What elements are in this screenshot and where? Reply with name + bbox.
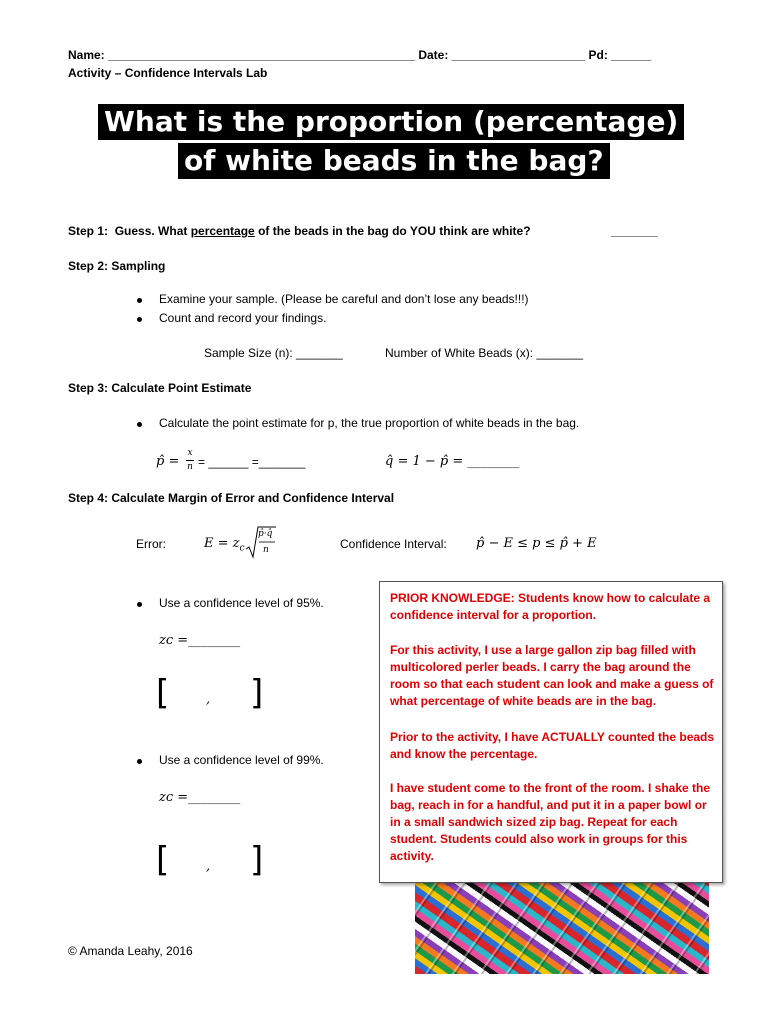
step1-blank: _______: [611, 224, 658, 238]
title-line-2: of white beads in the bag?: [178, 143, 610, 179]
interval-left-bracket-99: [: [156, 840, 170, 880]
step1-text-after: of the beads in the bag do YOU think are white?: [254, 224, 531, 238]
step3-label: Step 3: Calculate Point Estimate: [68, 381, 252, 395]
interval-comma-95: ,: [206, 692, 211, 707]
activity-title: Activity – Confidence Intervals Lab: [68, 66, 268, 80]
ci-formula: p̂ − E ≤ p ≤ p̂ + E: [476, 536, 597, 551]
interval-left-bracket-95: [: [156, 673, 170, 713]
white-beads-field: Number of White Beads (x): _______: [385, 346, 584, 360]
step2-label: Step 2: Sampling: [68, 259, 166, 273]
callout-procedure: I have student come to the front of the room. I shake the bag, reach in for a handful, and put it in a paper bowl or in a small sandwich sized zip bag. Repeat for each student. Students could also work in groups for this activity.: [390, 781, 711, 863]
teacher-note-callout: [379, 581, 723, 883]
title-line-1: What is the proportion (percentage): [98, 104, 684, 140]
sample-size-field: Sample Size (n): _______: [204, 346, 343, 360]
perler-beads-photo: [415, 882, 709, 974]
bullet-icon: [137, 317, 142, 322]
fraction-denominator: n: [187, 462, 193, 472]
step1-label: Step 1:: [68, 224, 109, 238]
bullet-99-confidence: Use a confidence level of 99%.: [159, 753, 324, 767]
callout-counted-beads: Prior to the activity, I have ACTUALLY counted the beads and know the percentage.: [390, 730, 715, 761]
step3-bullet: Calculate the point estimate for p, the true proportion of white beads in the bag.: [159, 416, 580, 430]
z-subscript: c: [239, 543, 245, 554]
zc-line-99: zᴄ =________: [159, 790, 241, 805]
step1-prompt: [68, 224, 531, 238]
name-date-period-line: Name: ______________________________________________ Date: ____________________ Pd: ______: [68, 48, 652, 62]
p-hat-rhs: = ______ =_______: [198, 455, 306, 469]
copyright-footer: © Amanda Leahy, 2016: [68, 944, 193, 958]
bullet-icon: [137, 422, 142, 427]
interval-right-bracket-99: ]: [250, 840, 264, 880]
bullet-icon: [137, 602, 142, 607]
fraction-numerator: x: [187, 448, 193, 458]
p-hat-lhs: p̂ =: [156, 454, 180, 469]
interval-right-bracket-95: ]: [250, 673, 264, 713]
bullet-95-confidence: Use a confidence level of 95%.: [159, 596, 324, 610]
bullet-icon: [137, 298, 142, 303]
error-formula: [204, 536, 245, 554]
interval-comma-99: ,: [206, 859, 211, 874]
error-label: Error:: [136, 537, 166, 551]
step2-bullet-1: Examine your sample. (Please be careful and don’t lose any beads!!!): [159, 292, 529, 306]
callout-activity-setup: For this activity, I use a large gallon zip bag filled with multicolored perler beads. I carry the bag around the room so that each student can look and make a guess of what percentage of white beads are in the bag.: [390, 643, 714, 708]
bullet-icon: [137, 759, 142, 764]
ci-label: Confidence Interval:: [340, 537, 447, 551]
step1-text-before: Guess. What: [114, 224, 191, 238]
sqrt-numerator: p̂·q̂: [258, 529, 273, 539]
error-formula-lhs: E = z: [204, 536, 240, 551]
step4-label: Step 4: Calculate Margin of Error and Confidence Interval: [68, 491, 395, 505]
fraction-bar: [186, 460, 194, 461]
step2-bullet-2: Count and record your findings.: [159, 311, 327, 325]
q-hat-formula: q̂ = 1 − p̂ = ________: [385, 454, 520, 469]
zc-line-95: zᴄ =________: [159, 633, 241, 648]
callout-prior-knowledge: PRIOR KNOWLEDGE: Students know how to calculate a confidence interval for a proportion.: [390, 591, 711, 622]
step1-underlined: percentage: [190, 224, 255, 238]
sqrt-denominator: n: [263, 545, 269, 555]
